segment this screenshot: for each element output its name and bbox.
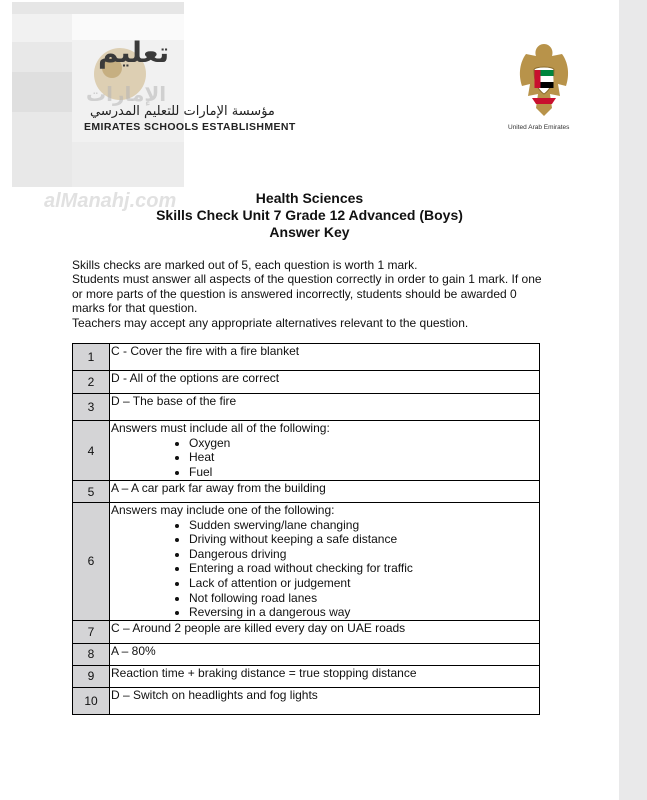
- table-row: [73, 344, 540, 371]
- table-row: [73, 371, 540, 394]
- instruction-rule: Students must answer all aspects of the question correctly in order to gain 1 mark. If one or more parts of the question is answered incorrectly, students should be awarded 0 marks for that question.: [72, 272, 542, 316]
- answer-text: D – Switch on headlights and fog lights: [111, 687, 318, 702]
- question-number: 7: [73, 620, 110, 643]
- org-name-arabic: مؤسسة الإمارات للتعليم المدرسي: [90, 104, 275, 119]
- list-item: • Lack of attention or judgement: [189, 576, 539, 591]
- answer-key-table: [72, 343, 540, 715]
- answer-text: A – 80%: [111, 643, 156, 658]
- table-row: [73, 643, 540, 665]
- question-number: 5: [73, 481, 110, 503]
- answer-text: D – The base of the fire: [111, 394, 237, 408]
- answer-cell: [110, 665, 540, 687]
- doc-title-unit: Skills Check Unit 7 Grade 12 Advanced (Boys): [156, 207, 463, 223]
- list-item: • Entering a road without checking for traffic: [189, 561, 539, 576]
- instruction-alternatives: Teachers may accept any appropriate alternatives relevant to the question.: [72, 315, 469, 330]
- answer-cell: [110, 394, 540, 421]
- question-number: 4: [73, 421, 110, 481]
- answer-text: Reaction time + braking distance = true stopping distance: [111, 665, 417, 680]
- watermark-text: alManahj.com: [44, 190, 177, 212]
- table-row: [73, 421, 540, 481]
- doc-title-answer-key: Answer Key: [269, 224, 350, 240]
- question-number: 8: [73, 643, 110, 665]
- answer-cell: [110, 643, 540, 665]
- org-name-english: EMIRATES SCHOOLS ESTABLISHMENT: [84, 121, 296, 133]
- answer-cell: [110, 687, 540, 714]
- list-item: • Oxygen: [189, 436, 539, 451]
- answer-bullets: [111, 436, 539, 480]
- table-row: [73, 503, 540, 621]
- page-margin: [619, 0, 647, 800]
- ese-logo-watermark-text: الإمارات: [86, 82, 167, 106]
- table-row: [73, 620, 540, 643]
- answer-cell: [110, 421, 540, 481]
- list-item: • Not following road lanes: [189, 591, 539, 606]
- answer-text: Answers may include one of the following:: [111, 503, 335, 517]
- answer-cell: [110, 344, 540, 371]
- answer-cell: [110, 481, 540, 503]
- answer-text: C – Around 2 people are killed every day on UAE roads: [111, 620, 406, 635]
- instruction-marking: Skills checks are marked out of 5, each question is worth 1 mark.: [72, 258, 418, 272]
- question-number: 2: [73, 371, 110, 394]
- answer-cell: [110, 620, 540, 643]
- emblem-label: United Arab Emirates: [508, 124, 570, 131]
- question-number: 6: [73, 503, 110, 621]
- table-row: [73, 665, 540, 687]
- instructions: [72, 258, 552, 330]
- answer-text: Answers must include all of the following:: [111, 421, 330, 435]
- answer-text: D - All of the options are correct: [111, 371, 280, 385]
- question-number: 10: [73, 687, 110, 714]
- answer-text: C - Cover the fire with a fire blanket: [111, 344, 300, 358]
- question-number: 9: [73, 665, 110, 687]
- question-number: 3: [73, 394, 110, 421]
- list-item: • Fuel: [189, 465, 539, 480]
- answer-cell: [110, 503, 540, 621]
- answer-text: A – A car park far away from the building: [111, 481, 326, 495]
- list-item: • Dangerous driving: [189, 547, 539, 562]
- list-item: • Sudden swerving/lane changing: [189, 518, 539, 533]
- answer-bullets: [111, 518, 539, 620]
- list-item: • Reversing in a dangerous way: [189, 605, 539, 620]
- question-number: 1: [73, 344, 110, 371]
- list-item: • Heat: [189, 450, 539, 465]
- table-row: [73, 394, 540, 421]
- doc-title-subject: Health Sciences: [255, 190, 364, 206]
- answer-cell: [110, 371, 540, 394]
- uae-emblem-icon: [512, 40, 576, 120]
- table-row: [73, 481, 540, 503]
- ese-logo-text: تعليم: [98, 36, 170, 69]
- list-item: • Driving without keeping a safe distance: [189, 532, 539, 547]
- table-row: [73, 687, 540, 714]
